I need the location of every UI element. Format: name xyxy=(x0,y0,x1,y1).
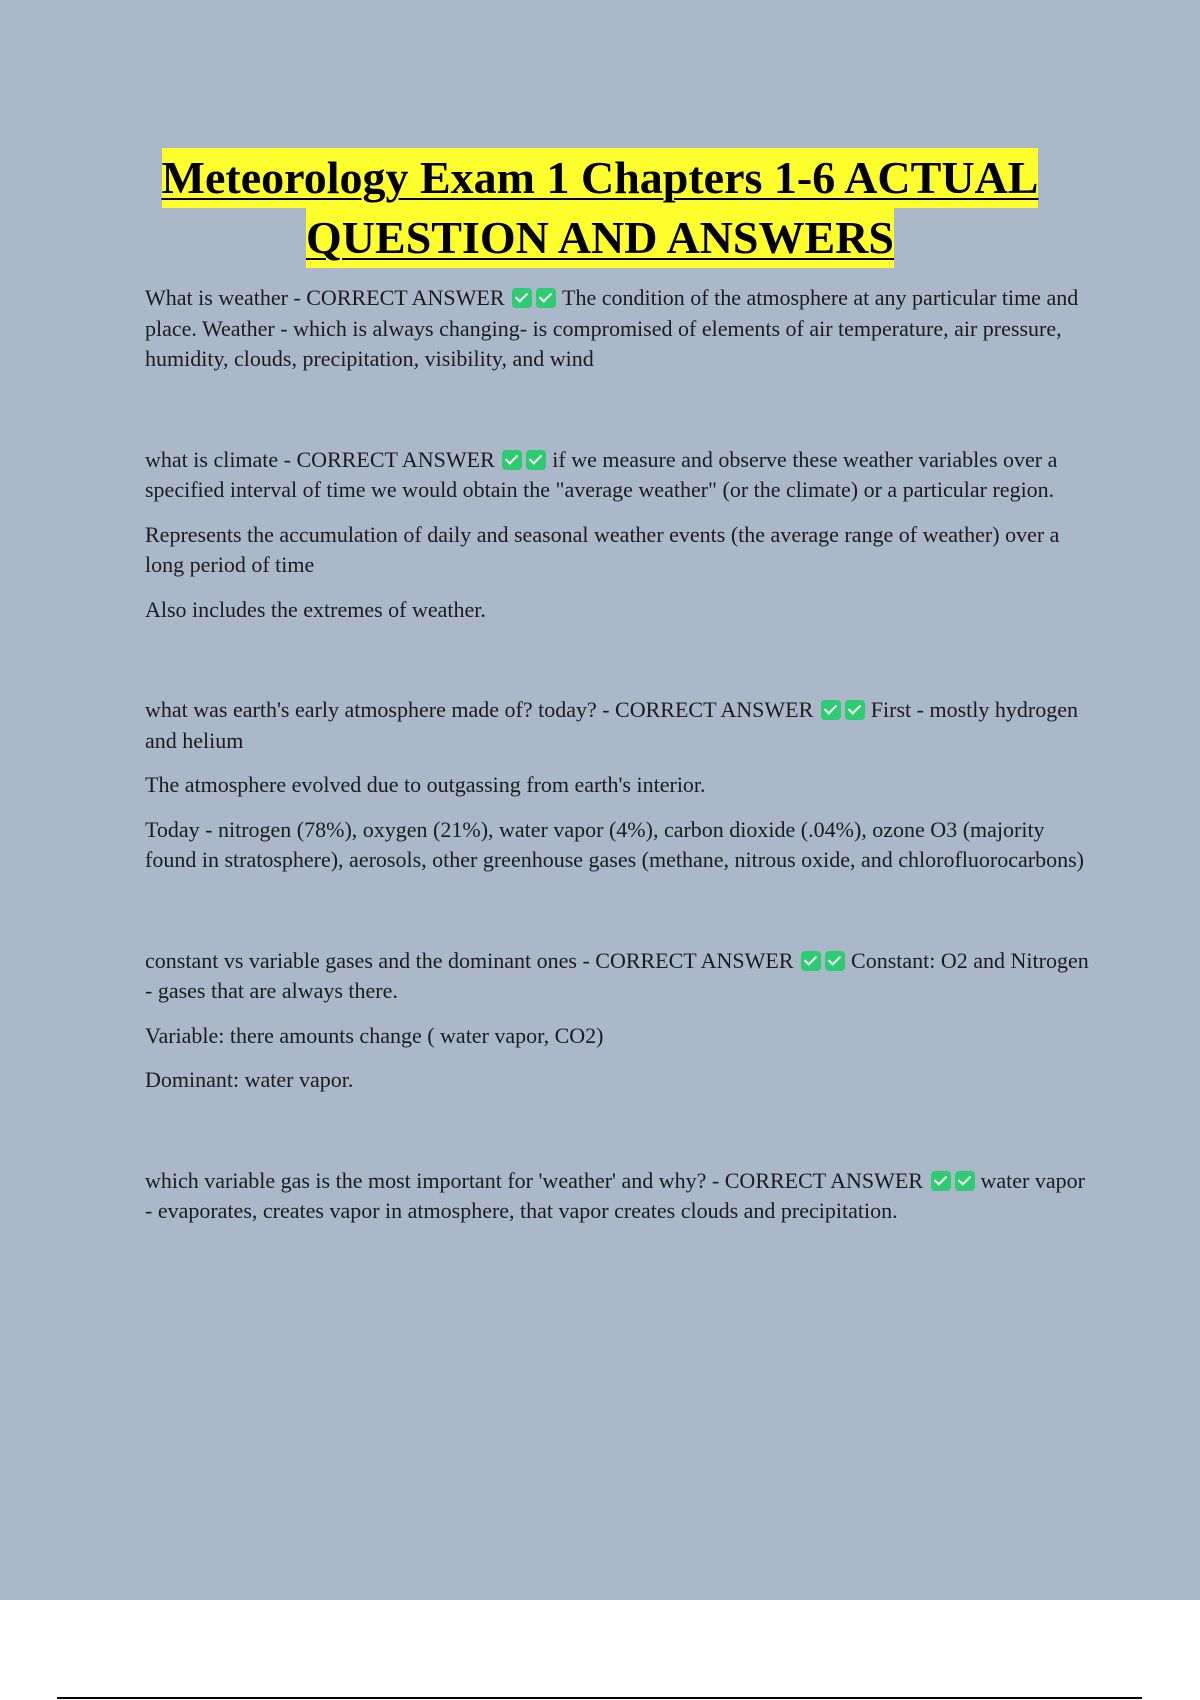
check-box-icon xyxy=(845,700,865,720)
question-text: constant vs variable gases and the dominant ones - CORRECT ANSWER xyxy=(145,947,794,973)
answer-text: The condition of the atmosphere at any particular time and place. Weather - which is always changing- is compromised of elements of air temperature, air pressure, humidity, clouds, precipitation, visibility, and wind xyxy=(145,285,1079,371)
qa-paragraph xyxy=(145,283,1090,375)
qa-item-5 xyxy=(145,1166,1090,1227)
answer-text: water vapor - evaporates, creates vapor in atmosphere, that vapor creates clouds and precipitation. xyxy=(145,1167,1085,1223)
answer-continuation: Represents the accumulation of daily and seasonal weather events (the average range of weather) over a long period of time xyxy=(145,521,1060,577)
answer-continuation: Dominant: water vapor. xyxy=(145,1067,354,1092)
qa-paragraph xyxy=(145,445,1090,506)
check-box-icon xyxy=(801,951,821,971)
qa-paragraph xyxy=(145,946,1090,1007)
qa-list xyxy=(145,283,1090,1241)
qa-paragraph xyxy=(145,1166,1090,1227)
check-pair xyxy=(821,697,869,722)
qa-item-1 xyxy=(145,283,1090,375)
check-box-icon xyxy=(931,1171,951,1191)
check-box-icon xyxy=(502,450,522,470)
answer-text: First - mostly hydrogen and helium xyxy=(145,697,1078,753)
check-box-icon xyxy=(512,288,532,308)
document-title xyxy=(0,148,1200,268)
question-text: What is weather - CORRECT ANSWER xyxy=(145,285,505,310)
question-text: which variable gas is the most important for 'weather' and why? - CORRECT ANSWER xyxy=(145,1167,923,1193)
answer-continuation: The atmosphere evolved due to outgassing from earth's interior. xyxy=(145,772,706,797)
title-line-2: QUESTION AND ANSWERS xyxy=(306,208,894,268)
qa-paragraph xyxy=(145,695,1090,756)
check-pair xyxy=(931,1168,979,1193)
answer-continuation: Variable: there amounts change ( water vapor, CO2) xyxy=(145,1022,604,1048)
check-pair xyxy=(502,447,550,472)
check-box-icon xyxy=(821,700,841,720)
question-text: what was earth's early atmosphere made of? today? - CORRECT ANSWER xyxy=(145,697,814,722)
check-box-icon xyxy=(536,288,556,308)
answer-text: if we measure and observe these weather variables over a specified interval of time we would obtain the "average weather" (or the climate) or a particular region. xyxy=(145,446,1058,502)
check-pair xyxy=(512,285,560,310)
qa-item-2 xyxy=(145,445,1090,626)
check-pair xyxy=(801,948,849,973)
answer-text: Constant: O2 and Nitrogen - gases that are always there. xyxy=(145,947,1089,1003)
check-box-icon xyxy=(526,450,546,470)
check-box-icon xyxy=(825,951,845,971)
answer-continuation: Today - nitrogen (78%), oxygen (21%), water vapor (4%), carbon dioxide (.04%), ozone O3 (majority found in stratosphere), aerosols, other greenhouse gases (methane, nitrous oxide, and chlorofluorocarbons) xyxy=(145,816,1084,872)
question-text: what is climate - CORRECT ANSWER xyxy=(145,446,495,472)
check-box-icon xyxy=(955,1171,975,1191)
qa-item-4 xyxy=(145,946,1090,1096)
answer-continuation: Also includes the extremes of weather. xyxy=(145,596,486,622)
title-line-1: Meteorology Exam 1 Chapters 1-6 ACTUAL xyxy=(162,148,1039,208)
qa-item-3 xyxy=(145,695,1090,876)
footer-divider xyxy=(57,1697,1142,1699)
